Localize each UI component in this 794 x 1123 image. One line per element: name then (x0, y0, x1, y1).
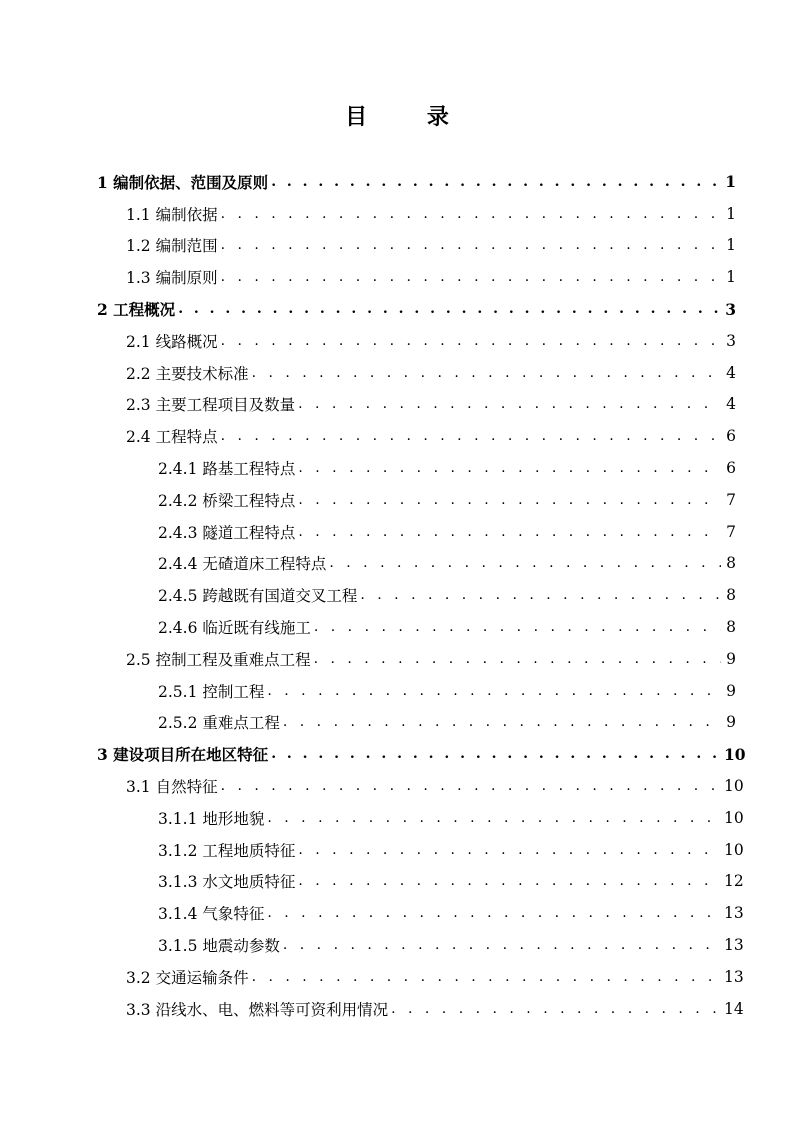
toc-entry-label: 2.5.2 重难点工程 (158, 714, 280, 733)
toc-page-number: 3 (725, 299, 736, 319)
toc-leader-dots (314, 619, 721, 635)
toc-entry-label: 2.4 工程特点 (126, 428, 218, 447)
toc-entry-label: 2.3 主要工程项目及数量 (126, 396, 296, 415)
toc-entry[interactable] (0, 770, 794, 802)
toc-entry[interactable] (0, 611, 794, 643)
toc-entry-label: 3.3 沿线水、电、燃料等可资利用情况 (126, 1000, 389, 1019)
toc-page-number: 9 (726, 713, 736, 732)
toc-leader-dots (252, 365, 721, 381)
toc-entry[interactable] (0, 230, 794, 262)
toc-entry[interactable] (0, 866, 794, 898)
toc-entry[interactable] (0, 389, 794, 421)
toc-entry-label: 2.5 控制工程及重难点工程 (126, 650, 311, 669)
page-title: 目 录 (345, 104, 475, 130)
toc-entry[interactable] (0, 166, 794, 198)
toc-page-number: 10 (724, 744, 746, 764)
toc-page-number: 7 (726, 522, 736, 541)
toc-page-number: 10 (724, 840, 744, 859)
toc-entry-label: 3.1.4 气象特征 (158, 905, 265, 924)
toc-entry-label: 2.5.1 控制工程 (158, 682, 265, 701)
toc-leader-dots (298, 396, 721, 412)
toc-entry-label: 2.1 线路概况 (126, 332, 218, 351)
toc-leader-dots (221, 428, 721, 444)
toc-leader-dots (178, 301, 721, 317)
toc-leader-dots (221, 778, 721, 794)
toc-entry-label: 2.4.1 路基工程特点 (158, 460, 296, 479)
toc-entry[interactable] (0, 961, 794, 993)
toc-page-number: 8 (726, 554, 736, 573)
toc-entry[interactable] (0, 993, 794, 1025)
toc-entry-label: 2.4.3 隧道工程特点 (158, 523, 296, 542)
toc-leader-dots (267, 810, 721, 826)
toc-entry[interactable] (0, 293, 794, 325)
toc-leader-dots (298, 460, 721, 476)
toc-entry-label: 2.4.2 桥梁工程特点 (158, 491, 296, 510)
toc-page-number: 1 (726, 204, 736, 223)
toc-leader-dots (298, 492, 721, 508)
toc-entry[interactable] (0, 548, 794, 580)
toc-entry[interactable] (0, 261, 794, 293)
toc-entry[interactable] (0, 834, 794, 866)
toc-page-number: 10 (724, 777, 744, 796)
toc-page-number: 4 (726, 395, 736, 414)
toc-entry[interactable] (0, 357, 794, 389)
toc-entry[interactable] (0, 802, 794, 834)
toc-page-number: 10 (724, 808, 744, 827)
toc-entry-label: 1.3 编制原则 (126, 269, 218, 288)
toc-leader-dots (360, 587, 721, 603)
toc-entry[interactable] (0, 929, 794, 961)
toc-page-number: 12 (724, 872, 744, 891)
toc-page-number: 9 (726, 681, 736, 700)
toc-entry[interactable] (0, 738, 794, 770)
toc-leader-dots (221, 333, 721, 349)
toc-page-number: 3 (726, 331, 736, 350)
toc-entry-label: 3.1.3 水文地质特征 (158, 873, 296, 892)
toc-entry-label: 2.4.4 无碴道床工程特点 (158, 555, 327, 574)
toc-leader-dots (271, 746, 721, 762)
toc-entry[interactable] (0, 897, 794, 929)
toc-entry-label: 3.1.2 工程地质特征 (158, 841, 296, 860)
toc-entry[interactable] (0, 420, 794, 452)
toc-leader-dots (267, 683, 721, 699)
toc-page-number: 4 (726, 363, 736, 382)
toc-leader-dots (283, 714, 721, 730)
toc-entry-label: 3.1.1 地形地貌 (158, 809, 265, 828)
toc-page-number: 8 (726, 618, 736, 637)
toc-entry-label: 3.1.5 地震动参数 (158, 937, 280, 956)
toc-entry-label: 1 编制依据、范围及原则 (97, 172, 269, 192)
toc-leader-dots (329, 555, 721, 571)
toc-entry-label: 1.2 编制范围 (126, 237, 218, 256)
toc-entry[interactable] (0, 452, 794, 484)
toc-entry-label: 2.4.6 临近既有线施工 (158, 619, 311, 638)
toc-entry[interactable] (0, 484, 794, 516)
toc-page-number: 9 (726, 649, 736, 668)
toc-leader-dots (391, 1001, 721, 1017)
toc-page-number: 14 (724, 999, 744, 1018)
toc-leader-dots (314, 651, 721, 667)
toc-page-number: 1 (726, 236, 736, 255)
toc-entry-label: 3.1 自然特征 (126, 778, 218, 797)
toc-leader-dots (298, 524, 721, 540)
toc-page-number: 6 (726, 459, 736, 478)
toc-page-number: 6 (726, 427, 736, 446)
toc-entry[interactable] (0, 707, 794, 739)
toc-entry-label: 2.4.5 跨越既有国道交叉工程 (158, 587, 358, 606)
toc-entry-label: 3 建设项目所在地区特征 (97, 745, 269, 765)
toc-page-number: 7 (726, 490, 736, 509)
toc-entry-label: 2.2 主要技术标准 (126, 364, 249, 383)
toc-entry-label: 2 工程概况 (97, 300, 176, 320)
toc-entry[interactable] (0, 198, 794, 230)
toc-leader-dots (267, 905, 721, 921)
toc-entry[interactable] (0, 516, 794, 548)
toc-entry[interactable] (0, 579, 794, 611)
toc-leader-dots (298, 873, 721, 889)
table-of-contents (0, 166, 794, 1025)
toc-page-number: 8 (726, 586, 736, 605)
toc-page-number: 13 (724, 967, 744, 986)
toc-entry[interactable] (0, 325, 794, 357)
toc-leader-dots (271, 174, 721, 190)
toc-leader-dots (221, 237, 721, 253)
toc-leader-dots (283, 937, 721, 953)
toc-entry[interactable] (0, 643, 794, 675)
toc-page-number: 1 (725, 172, 736, 192)
toc-entry[interactable] (0, 675, 794, 707)
toc-page-number: 1 (726, 268, 736, 287)
toc-leader-dots (252, 969, 721, 985)
toc-leader-dots (221, 269, 721, 285)
toc-leader-dots (221, 206, 721, 222)
toc-entry-label: 3.2 交通运输条件 (126, 968, 249, 987)
toc-entry-label: 1.1 编制依据 (126, 205, 218, 224)
toc-page-number: 13 (724, 936, 744, 955)
toc-leader-dots (298, 842, 721, 858)
toc-page-number: 13 (724, 904, 744, 923)
